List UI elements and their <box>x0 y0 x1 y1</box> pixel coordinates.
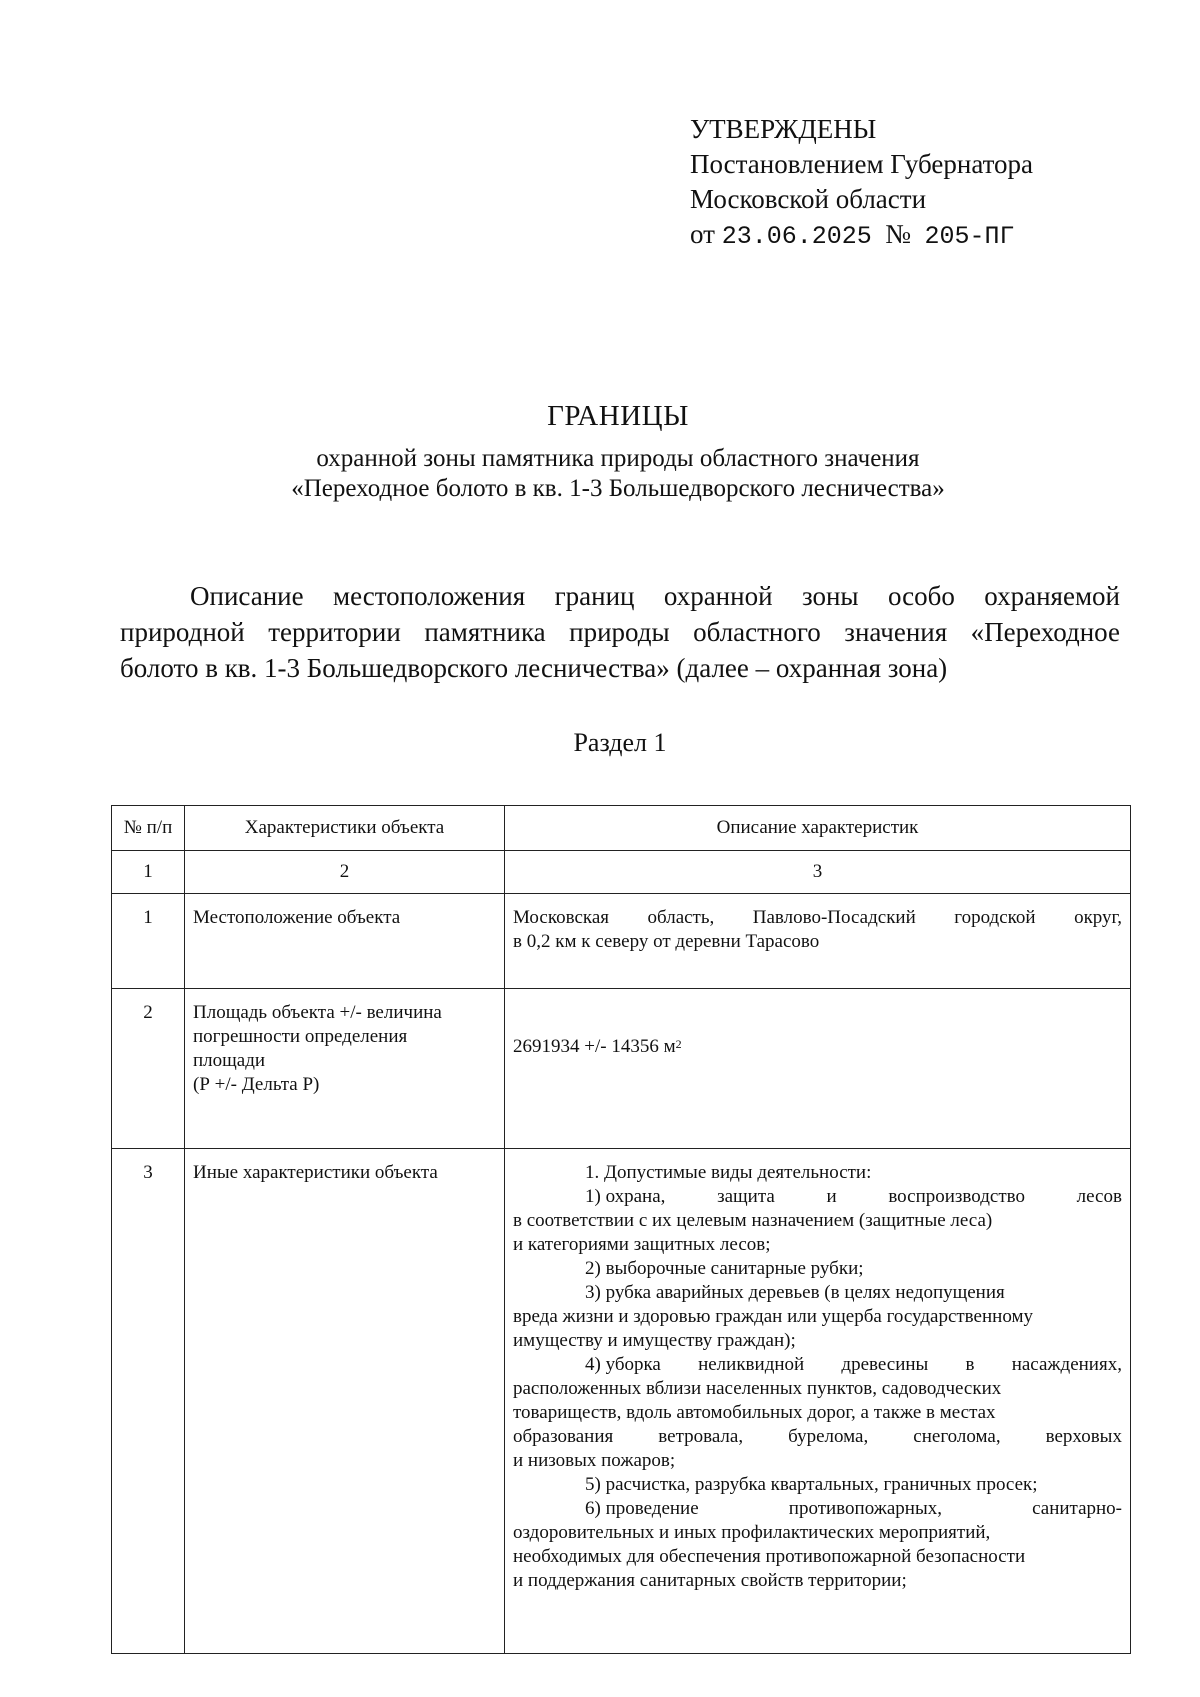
description-line: 3) рубка аварийных деревьев (в целях недопущения <box>585 1282 1005 1303</box>
intro-word: памятника <box>424 617 546 647</box>
description-word: в <box>965 1354 975 1375</box>
section-title: Раздел 1 <box>573 728 667 757</box>
intro-word: «Переходное <box>970 617 1120 647</box>
intro-word: охраняемой <box>984 581 1120 611</box>
characteristic-line: погрешности определения <box>193 1026 408 1047</box>
intro-word: особо <box>887 581 955 611</box>
intro-word: зоны <box>801 581 859 611</box>
description-word: защита <box>717 1186 775 1207</box>
description-line: товариществ, вдоль автомобильных дорог, а также в местах <box>513 1402 996 1423</box>
description-line: 5) расчистка, разрубка квартальных, граничных просек; <box>585 1474 1038 1495</box>
document-object-name: «Переходное болото в кв. 1-3 Большедворского лесничества» <box>291 475 945 502</box>
intro-line-2 <box>120 614 1120 650</box>
description-word: неликвидной <box>698 1354 805 1375</box>
intro-word: территории <box>268 617 401 647</box>
document-subtitle: охранной зоны памятника природы областного значения <box>316 445 920 472</box>
row-number: 1 <box>112 894 185 989</box>
description-word: Павлово-Посадский <box>752 907 916 928</box>
description-line: 2) выборочные санитарные рубки; <box>585 1258 864 1279</box>
description-line: расположенных вблизи населенных пунктов, садоводческих <box>513 1378 1002 1399</box>
intro-paragraph <box>120 578 1120 686</box>
approval-block <box>690 112 1033 254</box>
intro-word: границ <box>554 581 635 611</box>
row-characteristic: Иные характеристики объекта <box>185 1149 505 1654</box>
date-prefix: от <box>690 219 715 249</box>
description-line: оздоровительных и иных профилактических мероприятий, <box>513 1522 991 1543</box>
header-number: № п/п <box>112 806 185 851</box>
column-number: 1 <box>112 851 185 894</box>
description-word: воспроизводство <box>888 1186 1025 1207</box>
area-value: 2691934 +/- 14356 м <box>513 1036 676 1057</box>
description-line: имуществу и имуществу граждан); <box>513 1330 796 1351</box>
approval-date-line <box>690 217 1033 254</box>
description-line: и категориями защитных лесов; <box>513 1234 771 1255</box>
intro-line-1 <box>120 578 1120 614</box>
header-description: Описание характеристик <box>505 806 1131 851</box>
intro-line-3: болото в кв. 1-3 Большедворского лесничества» (далее – охранная зона) <box>120 653 948 683</box>
characteristic-line: (Р +/- Дельта Р) <box>193 1074 320 1095</box>
description-line: и поддержания санитарных свойств территории; <box>513 1570 907 1591</box>
description-line: в 0,2 км к северу от деревни Тарасово <box>513 931 820 952</box>
description-line: и низовых пожаров; <box>513 1450 676 1471</box>
table-column-numbers-row <box>112 851 1131 894</box>
approval-number: 205-ПГ <box>924 222 1015 251</box>
description-line <box>513 1425 1122 1449</box>
characteristics-table <box>111 805 1131 1654</box>
column-number: 2 <box>185 851 505 894</box>
description-word: лесов <box>1076 1186 1122 1207</box>
description-line <box>513 1353 1122 1377</box>
table-row <box>112 1149 1131 1654</box>
description-word: 4) уборка <box>585 1354 661 1375</box>
description-line: вреда жизни и здоровью граждан или ущерба государственному <box>513 1306 1033 1327</box>
description-word: Московская <box>513 907 610 928</box>
description-word: снеголома, <box>913 1426 1001 1447</box>
approval-heading: УТВЕРЖДЕНЫ <box>690 114 877 144</box>
description-line: необходимых для обеспечения противопожарной безопасности <box>513 1546 1026 1567</box>
description-word: ветровала, <box>658 1426 744 1447</box>
description-word: верховых <box>1045 1426 1122 1447</box>
description-word: округ, <box>1074 907 1122 928</box>
table-row <box>112 894 1131 989</box>
approval-authority: Постановлением Губернатора <box>690 149 1034 179</box>
row-description <box>505 989 1131 1149</box>
description-word: 1) охрана, <box>585 1186 666 1207</box>
intro-word: природы <box>569 617 670 647</box>
description-line: в соответствии с их целевым назначением (защитные леса) <box>513 1210 993 1231</box>
description-word: городской <box>954 907 1036 928</box>
description-word: древесины <box>841 1354 929 1375</box>
intro-word: природной <box>120 617 245 647</box>
intro-word: местоположения <box>332 581 526 611</box>
intro-word: областного <box>693 617 821 647</box>
row-description <box>505 1149 1131 1654</box>
description-line <box>513 906 1122 930</box>
number-sign: № <box>885 219 911 249</box>
description-word: 6) проведение <box>585 1498 699 1519</box>
intro-word: Описание <box>190 581 304 611</box>
column-number: 3 <box>505 851 1131 894</box>
area-unit-superscript: 2 <box>675 1037 682 1051</box>
row-number: 3 <box>112 1149 185 1654</box>
document-title: ГРАНИЦЫ <box>547 400 689 432</box>
row-number: 2 <box>112 989 185 1149</box>
row-characteristic <box>185 989 505 1149</box>
description-word: область, <box>647 907 715 928</box>
description-line <box>513 1185 1122 1209</box>
approval-region: Московской области <box>690 184 927 214</box>
intro-word: охранной <box>663 581 773 611</box>
description-word: санитарно- <box>1032 1498 1122 1519</box>
description-word: и <box>826 1186 837 1207</box>
approval-date: 23.06.2025 <box>721 222 872 251</box>
header-characteristic: Характеристики объекта <box>185 806 505 851</box>
activity-heading: 1. Допустимые виды деятельности: <box>585 1162 872 1183</box>
intro-word: значения <box>844 617 948 647</box>
characteristic-line: Площадь объекта +/- величина <box>193 1002 442 1023</box>
row-characteristic: Местоположение объекта <box>185 894 505 989</box>
characteristic-line: площади <box>193 1050 266 1071</box>
description-line <box>513 1497 1122 1521</box>
description-word: противопожарных, <box>788 1498 942 1519</box>
description-word: бурелома, <box>788 1426 869 1447</box>
row-description <box>505 894 1131 989</box>
description-word: насаждениях, <box>1011 1354 1122 1375</box>
description-word: образования <box>513 1426 614 1447</box>
table-row <box>112 989 1131 1149</box>
table-header-row <box>112 806 1131 851</box>
